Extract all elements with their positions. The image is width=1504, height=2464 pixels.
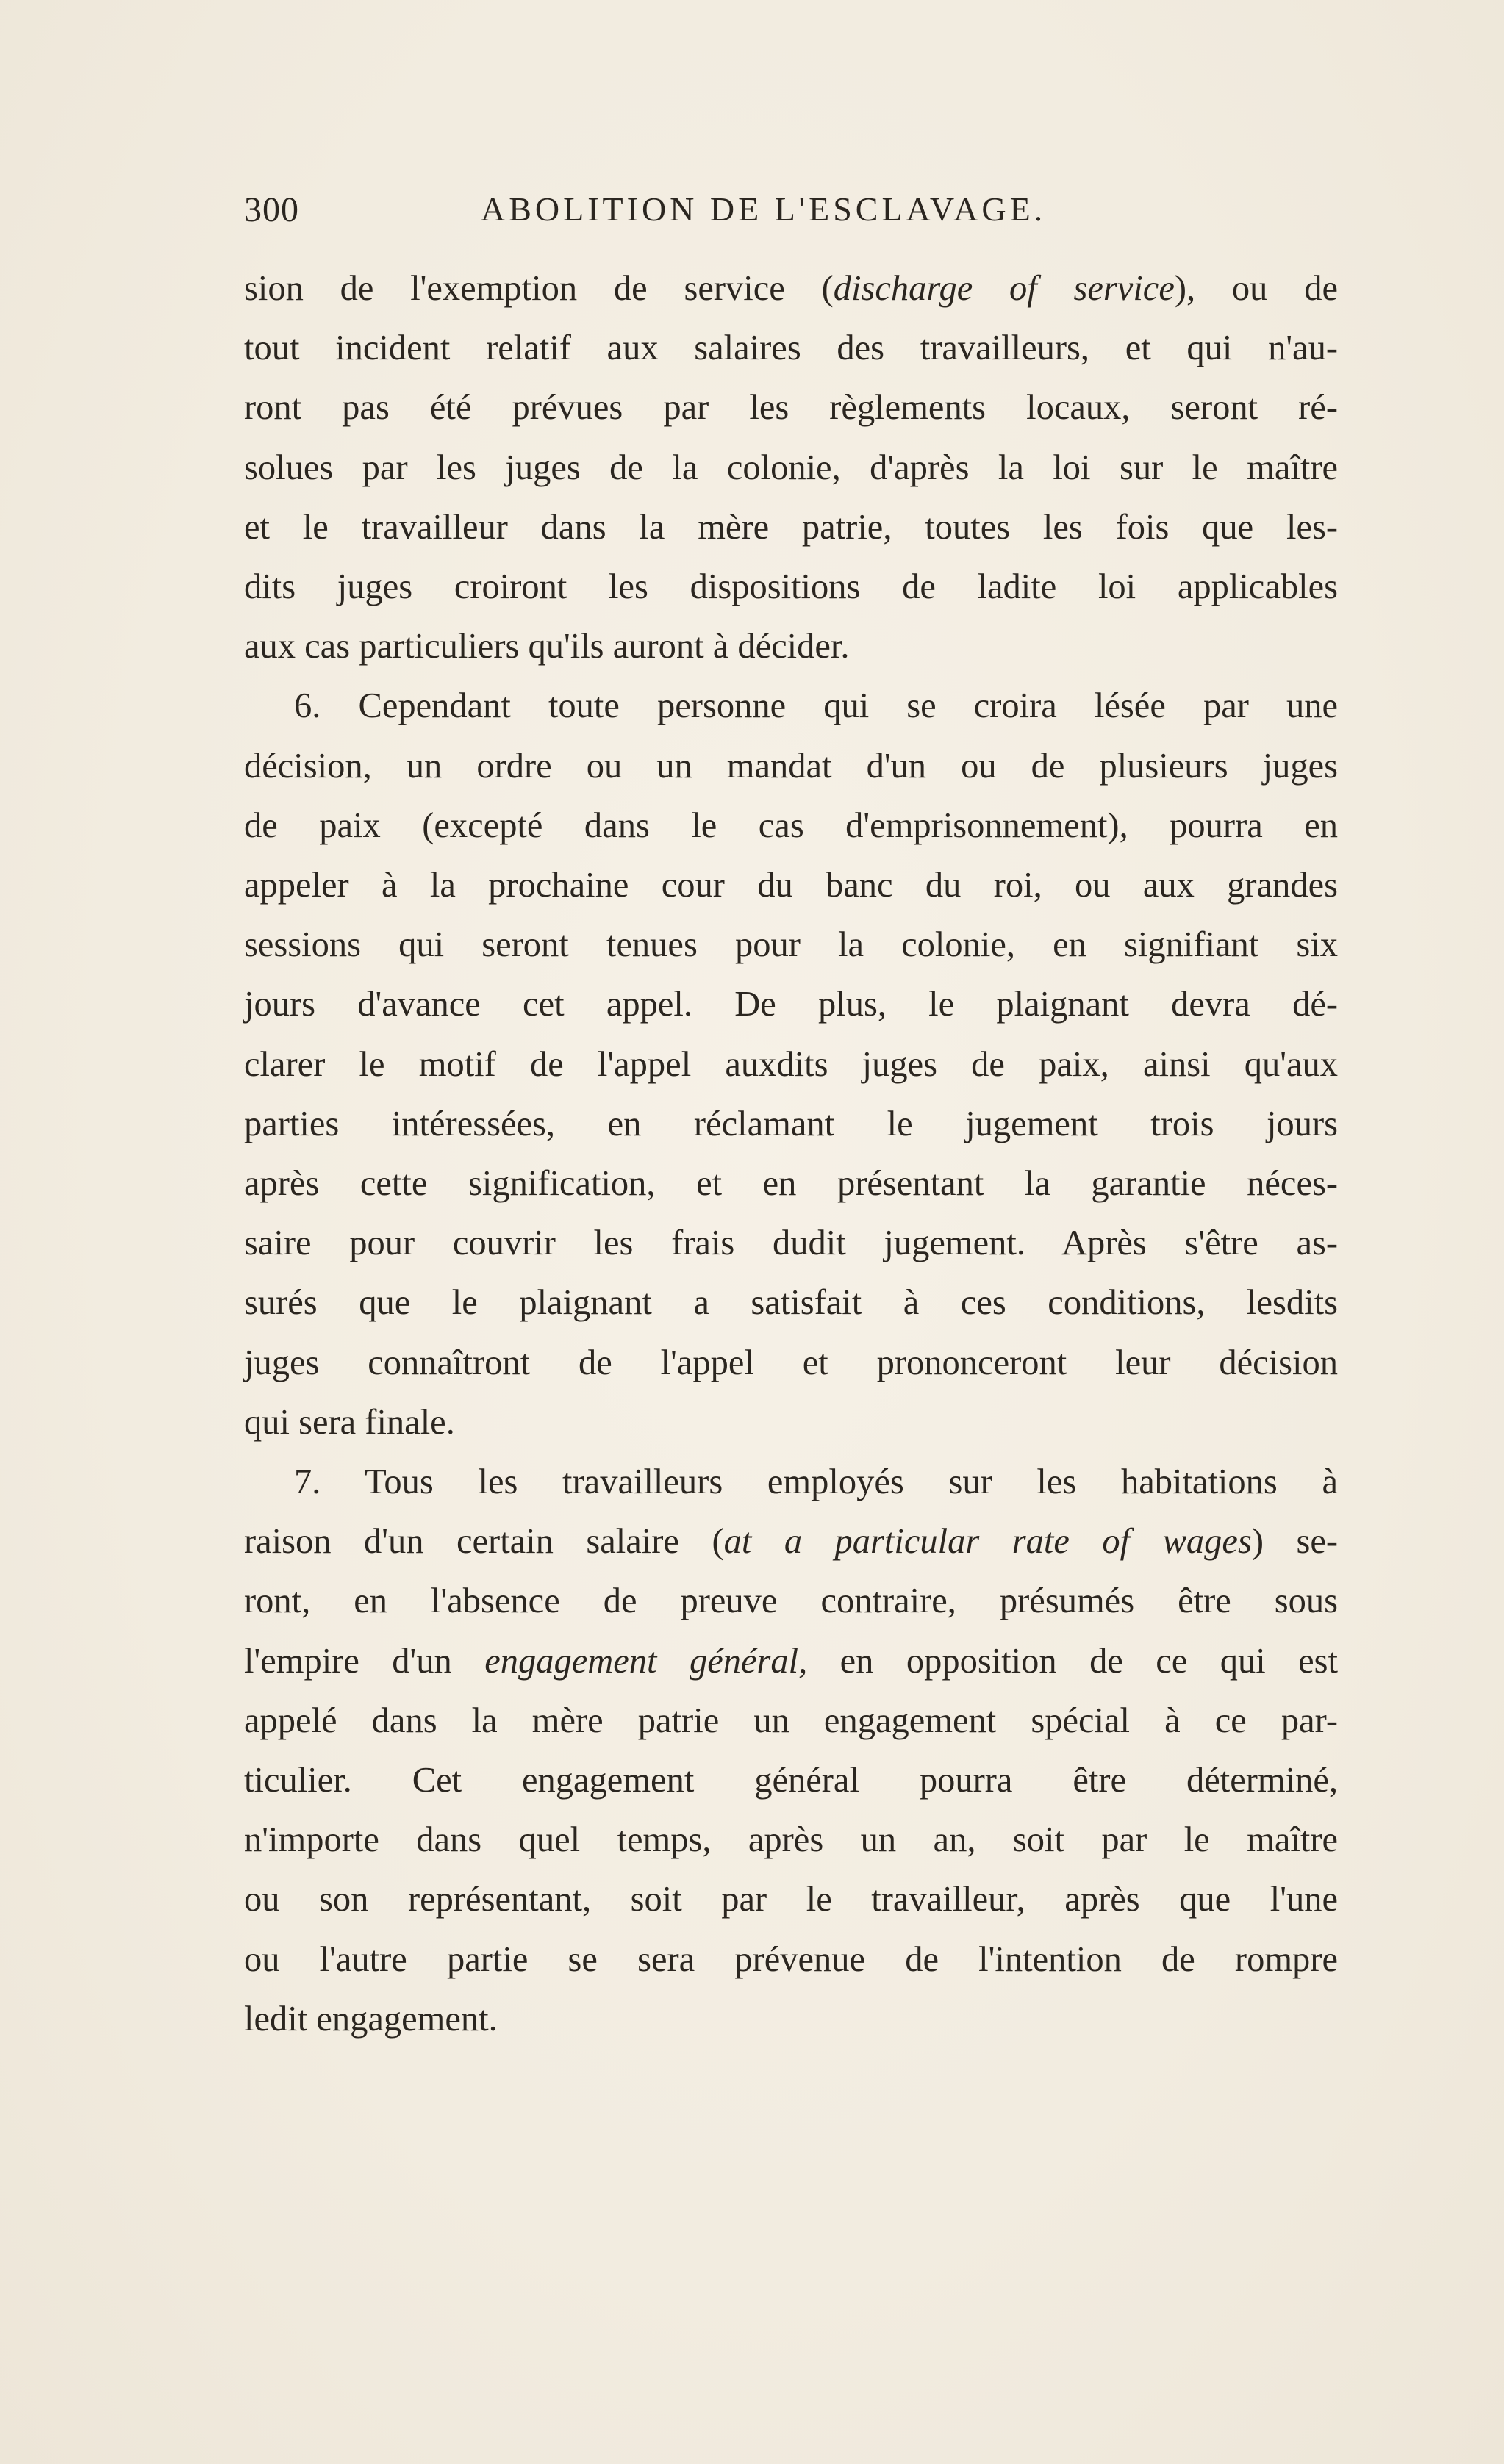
text-line: et le travailleur dans la mère patrie, toutes les fois que les- bbox=[244, 507, 1338, 547]
text-line: qui sera finale. bbox=[244, 1402, 455, 1442]
text-line: ledit engagement. bbox=[244, 1999, 498, 2039]
text-line: saire pour couvrir les frais dudit jugement. Après s'être as- bbox=[244, 1224, 1338, 1263]
text-line: juges connaîtront de l'appel et prononceront leur décision bbox=[244, 1343, 1338, 1382]
text-line: l'empire d'un engagement général, en opposition de ce qui est bbox=[244, 1641, 1339, 1681]
text-line: ticulier. Cet engagement général pourra être déterminé, bbox=[244, 1761, 1338, 1800]
text-line: sion de l'exemption de service (discharge of service), ou de bbox=[244, 269, 1338, 308]
text-line: ront, en l'absence de preuve contraire, présumés être sous bbox=[244, 1581, 1338, 1621]
running-title: ABOLITION DE L'ESCLAVAGE. bbox=[481, 190, 1047, 228]
text-line: aux cas particuliers qu'ils auront à décider. bbox=[244, 627, 850, 667]
page-header bbox=[244, 190, 1229, 241]
text-line: n'importe dans quel temps, après un an, soit par le maître bbox=[244, 1820, 1338, 1860]
text-line: raison d'un certain salaire (at a particular rate of wages) se- bbox=[244, 1522, 1339, 1562]
text-line: tout incident relatif aux salaires des travailleurs, et qui n'au- bbox=[244, 328, 1338, 368]
text-line: de paix (excepté dans le cas d'emprisonnement), pourra en bbox=[244, 805, 1338, 845]
text-line: parties intéressées, en réclamant le jugement trois jours bbox=[244, 1104, 1338, 1143]
text-line: solues par les juges de la colonie, d'après la loi sur le maître bbox=[244, 448, 1338, 487]
text-line: 6. Cependant toute personne qui se croira lésée par une bbox=[294, 686, 1338, 726]
text-line: surés que le plaignant a satisfait à ces conditions, lesdits bbox=[244, 1283, 1338, 1323]
text-line: appeler à la prochaine cour du banc du roi, ou aux grandes bbox=[244, 866, 1338, 905]
text-line: ront pas été prévues par les règlements locaux, seront ré- bbox=[244, 388, 1338, 428]
text-line: clarer le motif de l'appel auxdits juges de paix, ainsi qu'aux bbox=[244, 1044, 1338, 1084]
text-line: appelé dans la mère patrie un engagement spécial à ce par- bbox=[244, 1700, 1338, 1740]
page-number: 300 bbox=[244, 190, 299, 229]
text-line: décision, un ordre ou un mandat d'un ou de plusieurs juges bbox=[244, 746, 1338, 786]
text-line: après cette signification, et en présentant la garantie néces- bbox=[244, 1164, 1338, 1204]
body-text bbox=[244, 259, 1338, 2049]
text-line: sessions qui seront tenues pour la colonie, en signifiant six bbox=[244, 925, 1338, 965]
text-line: ou son représentant, soit par le travailleur, après que l'une bbox=[244, 1880, 1338, 1919]
text-line: jours d'avance cet appel. De plus, le plaignant devra dé- bbox=[244, 985, 1338, 1024]
text-line: dits juges croiront les dispositions de ladite loi applicables bbox=[244, 567, 1338, 607]
text-line: ou l'autre partie se sera prévenue de l'intention de rompre bbox=[244, 1939, 1338, 1979]
text-line: 7. Tous les travailleurs employés sur les habitations à bbox=[294, 1462, 1338, 1502]
